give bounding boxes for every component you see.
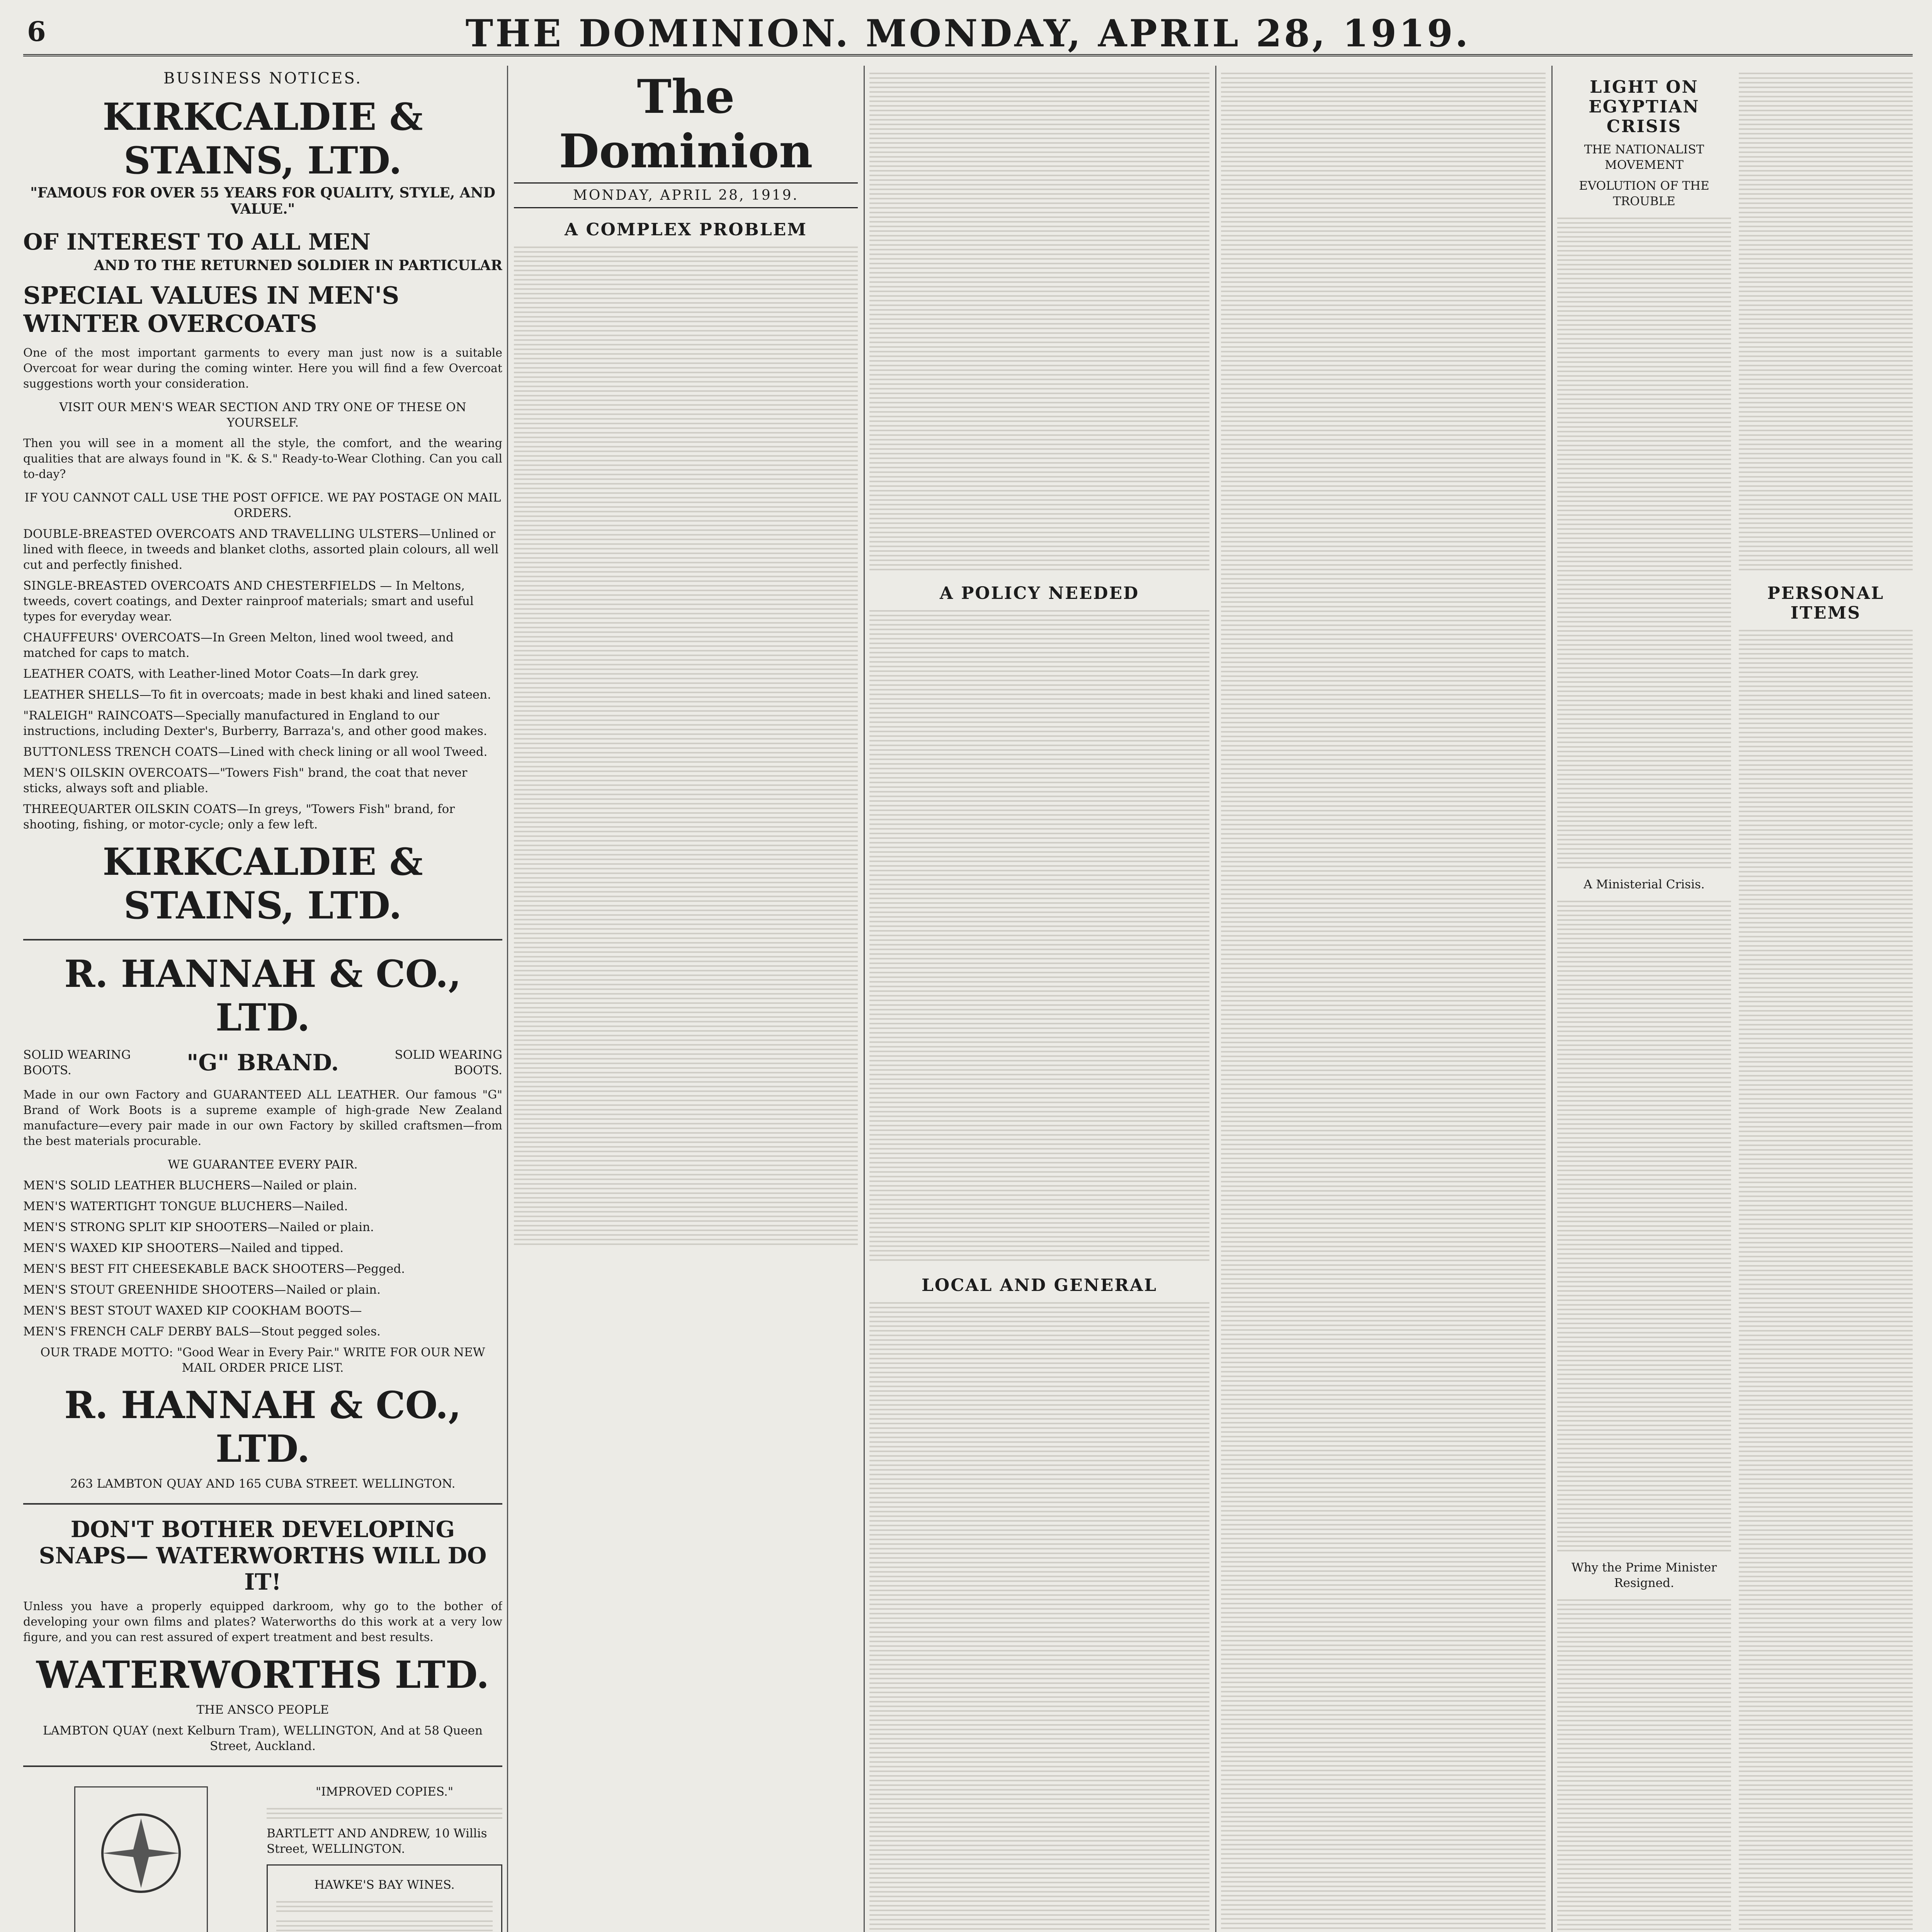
then-paragraph: Then you will see in a moment all the style, the comfort, and the wearing qualities that are always found in "K. & S." Ready-to-Wear Clothing. Can you call to-day?	[23, 437, 502, 481]
egypt-sub-2: EVOLUTION OF THE TROUBLE	[1579, 179, 1709, 208]
list-item: "RALEIGH" RAINCOATS—Specially manufactured in England to our instructions, including Dexter's, Burberry, Barraza's, and other good makes.	[23, 709, 487, 738]
divider	[23, 939, 502, 940]
wines-heading: HAWKE'S BAY WINES.	[314, 1878, 455, 1892]
personal-items-article	[1739, 66, 1913, 1932]
g-brand: "G" BRAND.	[187, 1049, 339, 1076]
personal-heading: PERSONAL ITEMS	[1767, 583, 1884, 623]
list-item: MEN'S OILSKIN OVERCOATS—"Towers Fish" brand, the coat that never sticks, always soft and pliable.	[23, 766, 468, 795]
post-office-line: IF YOU CANNOT CALL USE THE POST OFFICE. WE PAY POSTAGE ON MAIL ORDERS.	[24, 491, 501, 520]
list-item: MEN'S SOLID LEATHER BLUCHERS—Nailed or plain.	[23, 1179, 357, 1192]
news-column-2	[1557, 66, 1913, 1932]
returned-soldier-line: AND TO THE RETURNED SOLDIER IN PARTICULAR	[94, 257, 502, 274]
list-item: MEN'S STRONG SPLIT KIP SHOOTERS—Nailed or plain.	[23, 1220, 374, 1234]
solid-boots-right: SOLID WEARING BOOTS.	[395, 1048, 502, 1077]
lower-ads-right	[267, 1779, 502, 1932]
snaps-heading: DON'T BOTHER DEVELOPING SNAPS— WATERWORTHS WILL DO IT!	[39, 1516, 487, 1595]
masthead	[23, 8, 1913, 56]
article-text	[1557, 1596, 1731, 1932]
hannah-address: 263 LAMBTON QUAY AND 165 CUBA STREET. WELLINGTON.	[70, 1477, 456, 1491]
lower-ads	[23, 1779, 502, 1932]
list-item: MEN'S FRENCH CALF DERBY BALS—Stout pegged soles.	[23, 1325, 381, 1338]
article-text	[1557, 214, 1731, 871]
list-item: MEN'S STOUT GREENHIDE SHOOTERS—Nailed or plain.	[23, 1283, 381, 1297]
article-text	[514, 243, 858, 1248]
column-rule	[1551, 66, 1553, 1932]
copies-heading: "IMPROVED COPIES."	[315, 1785, 454, 1799]
kirkcaldie-heading: KIRKCALDIE & STAINS, LTD.	[102, 95, 423, 182]
visit-line: VISIT OUR MEN'S WEAR SECTION AND TRY ONE OF THESE ON YOURSELF.	[59, 400, 466, 430]
column-rule	[507, 66, 508, 1932]
article-text	[1221, 70, 1546, 1932]
list-item: CHAUFFEURS' OVERCOATS—In Green Melton, lined wool tweed, and matched for caps to match.	[23, 631, 454, 660]
kirkcaldie-footer: KIRKCALDIE & STAINS, LTD.	[102, 840, 423, 927]
article-text	[1739, 627, 1913, 1932]
business-notices-heading: BUSINESS NOTICES.	[163, 70, 362, 87]
divider	[23, 1765, 502, 1767]
article-text	[1557, 898, 1731, 1554]
hannah-heading: R. HANNAH & CO., LTD.	[64, 952, 461, 1039]
waterworths-sub: THE ANSCO PEOPLE	[196, 1703, 329, 1717]
page-number: 6	[27, 15, 46, 48]
list-item: MEN'S WAXED KIP SHOOTERS—Nailed and tipped.	[23, 1241, 344, 1255]
divider	[23, 1503, 502, 1505]
egypt-sub: THE NATIONALIST MOVEMENT	[1584, 143, 1704, 172]
hannah-description: Made in our own Factory and GUARANTEED ALL LEATHER. Our famous "G" Brand of Work Boots is a supreme example of high-grade New Zealand manufacture—every pair made in our own Factory by skilled craftsmen—from the best materials procurable.	[23, 1088, 502, 1148]
editorial-heading-3: LOCAL AND GENERAL	[921, 1276, 1158, 1295]
list-item: LEATHER SHELLS—To fit in overcoats; made in best khaki and lined sateen.	[23, 688, 491, 702]
ads-column	[23, 66, 502, 1932]
egypt-article	[1557, 66, 1731, 1932]
waterworths-heading: WATERWORTHS LTD.	[36, 1653, 489, 1697]
wines-ad	[267, 1864, 502, 1932]
paper-title: The Dominion	[559, 70, 813, 179]
waterworths-address: LAMBTON QUAY (next Kelburn Tram), WELLINGTON, And at 58 Queen Street, Auckland.	[43, 1724, 483, 1753]
column-rule	[864, 66, 865, 1932]
list-item: BUTTONLESS TRENCH COATS—Lined with check lining or all wool Tweed.	[23, 745, 488, 759]
solid-boots-left: SOLID WEARING BOOTS.	[23, 1048, 131, 1077]
list-item: DOUBLE-BREASTED OVERCOATS AND TRAVELLING ULSTERS—Unlined or lined with fleece, in tweeds and blanket cloths, assorted plain colours, all well cut and perfectly finished.	[23, 527, 499, 572]
list-item: THREEQUARTER OILSKIN COATS—In greys, "Towers Fish" brand, for shooting, fishing, or motor-cycle; only a few left.	[23, 802, 455, 832]
ministerial-crisis: A Ministerial Crisis.	[1583, 878, 1705, 891]
bartlett-address: BARTLETT AND ANDREW, 10 Willis Street, WELLINGTON.	[267, 1827, 487, 1856]
article-text	[1739, 70, 1913, 572]
list-item: MEN'S BEST STOUT WAXED KIP COOKHAM BOOTS—	[23, 1304, 362, 1318]
article-text	[869, 1299, 1209, 1932]
overcoats-heading: SPECIAL VALUES IN MEN'S WINTER OVERCOATS	[23, 281, 400, 338]
trade-motto: OUR TRADE MOTTO: "Good Wear in Every Pair." WRITE FOR OUR NEW MAIL ORDER PRICE LIST.	[40, 1345, 485, 1375]
hannah-brand-row	[23, 1042, 502, 1083]
guarantee-line: WE GUARANTEE EVERY PAIR.	[168, 1158, 358, 1172]
interest-heading: OF INTEREST TO ALL MEN	[23, 229, 371, 255]
editorial-heading-2: A POLICY NEEDED	[939, 583, 1139, 603]
kirkcaldie-tagline: "FAMOUS FOR OVER 55 YEARS FOR QUALITY, STYLE, AND VALUE."	[30, 185, 495, 217]
resigned-sub: Why the Prime Minister Resigned.	[1571, 1561, 1717, 1590]
article-text	[869, 607, 1209, 1264]
lower-ads-left	[23, 1779, 259, 1932]
text-block	[276, 1898, 493, 1913]
editorial-column-2	[869, 66, 1209, 1932]
text-block	[276, 1917, 493, 1932]
list-item: SINGLE-BREASTED OVERCOATS AND CHESTERFIELDS — In Meltons, tweeds, covert coatings, and Dexter rainproof materials; smart and useful types for everyday wear.	[23, 579, 474, 624]
editorial-heading-1: A COMPLEX PROBLEM	[565, 220, 807, 240]
overcoats-intro: One of the most important garments to every man just now is a suitable Overcoat for wear during the coming winter. Here you will find a few Overcoat suggestions worth your consideration.	[23, 346, 502, 391]
list-item: LEATHER COATS, with Leather-lined Motor Coats—In dark grey.	[23, 667, 419, 681]
column-5-split	[1557, 66, 1913, 1932]
news-column	[1221, 66, 1546, 1932]
editorial-date: MONDAY, APRIL 28, 1919.	[514, 182, 858, 208]
editorial-column	[514, 66, 858, 1932]
page-header-title: THE DOMINION. MONDAY, APRIL 28, 1919.	[465, 12, 1471, 55]
text-block	[267, 1805, 502, 1820]
egypt-heading: LIGHT ON EGYPTIAN CRISIS	[1588, 77, 1700, 136]
article-text	[869, 70, 1209, 572]
list-item: MEN'S BEST FIT CHEESEKABLE BACK SHOOTERS—Pegged.	[23, 1262, 405, 1276]
emblem-icon	[91, 1803, 191, 1919]
hannah-footer: R. HANNAH & CO., LTD.	[64, 1383, 461, 1471]
easter-illustration	[74, 1786, 208, 1932]
snaps-body: Unless you have a properly equipped darkroom, why go to the bother of developing your own films and plates? Waterworths do this work at a very low figure, and you can rest assured of expert treatment and best results.	[23, 1600, 502, 1644]
list-item: MEN'S WATERTIGHT TONGUE BLUCHERS—Nailed.	[23, 1199, 348, 1213]
column-rule	[1215, 66, 1216, 1932]
